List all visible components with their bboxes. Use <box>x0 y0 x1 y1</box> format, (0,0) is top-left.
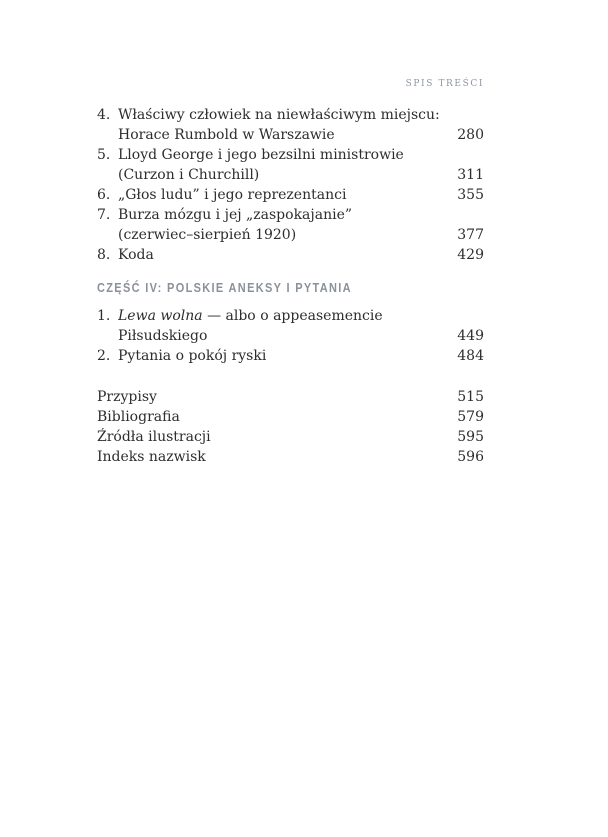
toc-entry-title: Piłsudskiego <box>118 328 208 344</box>
part4-section-header: CZĘŚĆ IV: POLSKIE ANEKSY I PYTANIA <box>97 281 352 295</box>
toc-entry-number: 6. <box>97 187 111 203</box>
toc-entry-number: 8. <box>97 247 111 263</box>
toc-entry <box>97 185 484 205</box>
toc-entry-number: 1. <box>97 308 111 324</box>
toc-entry <box>97 105 484 125</box>
toc-entry-page: 449 <box>457 328 484 344</box>
toc-entry-page: 595 <box>457 429 484 445</box>
toc-entry <box>97 225 484 245</box>
toc-entry-number: 7. <box>97 207 111 223</box>
toc-entry <box>97 245 484 265</box>
toc-list-back-matter <box>97 387 484 467</box>
toc-entry <box>97 165 484 185</box>
toc-entry <box>97 306 484 326</box>
toc-entry-page: 280 <box>457 127 484 143</box>
toc-entry <box>97 407 484 427</box>
toc-content <box>97 105 484 467</box>
toc-list-part3-chapters <box>97 105 484 265</box>
toc-list-part4-chapters <box>97 306 484 366</box>
toc-entry <box>97 447 484 467</box>
toc-entry-title: Koda <box>118 247 154 263</box>
toc-entry-page: 579 <box>457 409 484 425</box>
toc-entry-title: Bibliografia <box>97 409 180 425</box>
toc-entry <box>97 326 484 346</box>
toc-entry-title: Indeks nazwisk <box>97 449 206 465</box>
toc-entry-title: Lloyd George i jego bezsilni ministrowie <box>118 147 404 163</box>
toc-entry-page: 484 <box>457 348 484 364</box>
toc-entry-title: Przypisy <box>97 389 157 405</box>
toc-entry <box>97 387 484 407</box>
toc-entry-number: 2. <box>97 348 111 364</box>
running-header: SPIS TREŚCI <box>405 79 484 89</box>
toc-entry <box>97 346 484 366</box>
toc-entry-page: 515 <box>457 389 484 405</box>
toc-entry <box>97 145 484 165</box>
toc-entry-title: Właściwy człowiek na niewłaściwym miejscu: <box>118 107 440 123</box>
toc-entry <box>97 205 484 225</box>
toc-entry-title: Burza mózgu i jej „zaspokajanie” <box>118 207 353 223</box>
toc-entry-title: Horace Rumbold w Warszawie <box>118 127 335 143</box>
toc-entry-title: (Curzon i Churchill) <box>118 167 260 183</box>
toc-entry-page: 311 <box>457 167 484 183</box>
toc-entry-title: „Głos ludu” i jego reprezentanci <box>118 187 347 203</box>
toc-entry-title: Pytania o pokój ryski <box>118 348 267 364</box>
toc-entry-page: 355 <box>457 187 484 203</box>
toc-entry-number: 4. <box>97 107 111 123</box>
toc-entry <box>97 427 484 447</box>
toc-entry-page: 429 <box>457 247 484 263</box>
toc-entry-title: Lewa wolna — albo o appeasemencie <box>118 308 383 324</box>
toc-entry-page: 596 <box>457 449 484 465</box>
toc-entry-title: Źródła ilustracji <box>97 429 211 445</box>
toc-entry <box>97 125 484 145</box>
toc-entry-title: (czerwiec–sierpień 1920) <box>118 227 297 243</box>
toc-entry-number: 5. <box>97 147 111 163</box>
toc-entry-page: 377 <box>457 227 484 243</box>
